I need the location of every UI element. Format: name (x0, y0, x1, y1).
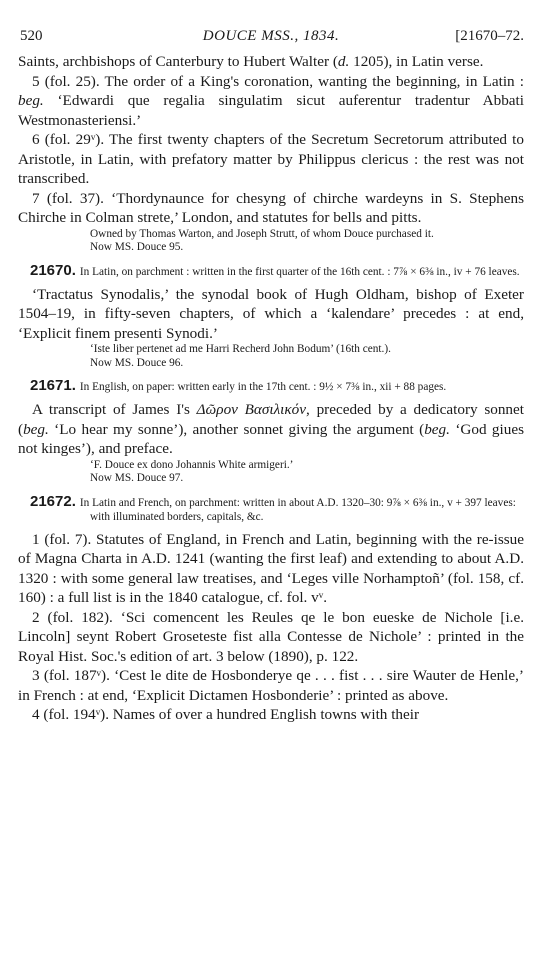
shelfmark-range: [21670–72. (455, 28, 524, 44)
entry-number: 21672. (30, 492, 76, 510)
provenance-note (90, 228, 524, 255)
entry-21670-notes (90, 343, 524, 370)
entry-description: In Latin and French, on parchment: written in about A.D. 1320–30: 9⅞ × 6⅜ in., v + 397 leaves: with illuminated borders, capitals, &c. (79, 496, 516, 523)
text-a: A transcript of James I's (32, 401, 197, 418)
entry-21672-item-4: 4 (fol. 194ᵛ). Names of over a hundred English towns with their (32, 706, 420, 723)
beg-abbr: beg. (23, 420, 49, 438)
note-inscription: ‘F. Douce ex dono Johannis White armigeri.’ (90, 458, 294, 471)
item-5 (18, 72, 524, 131)
text-d: ‘God giues not kinges’), and preface. (18, 420, 524, 457)
page-number: 520 (20, 28, 43, 44)
entry-21671-text (18, 400, 524, 459)
entry-description: In English, on paper: written early in the 17th cent. : 9½ × 7⅜ in., xii + 88 pages. (79, 381, 447, 393)
saints-end-text: 1205), in Latin verse. (349, 53, 484, 70)
note-owned: Owned by Thomas Warton, and Joseph Strutt, of whom Douce purchased it. (90, 227, 434, 240)
entry-number: 21670. (30, 261, 76, 279)
entry-description: In Latin, on parchment : written in the first quarter of the 16th cent. : 7⅞ × 6⅜ in., iv + 76 leaves. (79, 265, 520, 278)
entry-21671-header (18, 379, 524, 394)
item-7: 7 (fol. 37). ‘Thordynaunce for chesyng of chirche wardeyns in S. Stephens Chirche in Colman strete,’ London, and statutes for bells and pitts. (18, 189, 524, 226)
entry-21672-item-3: 3 (fol. 187ᵛ). ‘Cest le dite de Hosbonderye qe . . . fist . . . sire Wauter de Henle,’ in French : at end, ‘Explicit Dictamen Hosbonderie’ : printed as above. (18, 667, 524, 704)
entry-21671-notes (90, 459, 524, 486)
item-6: 6 (fol. 29ᵛ). The first twenty chapters of the Secretum Secretorum attributed to Aristotle, in Latin, with prefatory matter by Philippus clericus : the rest was not transcribed. (18, 131, 524, 187)
running-header (18, 28, 524, 52)
entry-number: 21671. (30, 377, 76, 394)
page (18, 28, 524, 725)
beg-abbr: beg. (18, 92, 44, 109)
entry-21672-item-2: 2 (fol. 182). ‘Sci comencent les Reules qe le bon eueske de Nichole [i.e. Lincoln] seynt Robert Groseteste fist alla Contesse de Nichole’ : printed in the Royal Hist. Soc.'s edition of art. 3 below (1890), p. 122. (18, 608, 524, 665)
running-title: DOUCE MSS., 1834. (202, 28, 340, 44)
greek-title: Δῶρον Βασιλικόν (196, 401, 307, 418)
entry-21670-header (18, 261, 524, 279)
text-c: ‘Lo hear my sonne’), another sonnet giving the argument ( (48, 420, 425, 438)
note-shelfmark: Now MS. Douce 95. (90, 241, 184, 253)
note-inscription: ‘Iste liber pertenet ad me Harri Recherd John Bodum’ (16th cent.). (90, 343, 391, 355)
entry-21672-item-1: 1 (fol. 7). Statutes of England, in French and Latin, beginning with the re-issue of Magna Charta in A.D. 1241 (wanting the first leaf) and extending to about A.D. 1320 : with some general law treatises, and ‘Leges ville Norhamptoñ’ (fol. 158, cf. 160) : a full list is in the 1840 catalogue, cf. fol. vᵛ. (18, 530, 524, 606)
entry-21670-text: ‘Tractatus Synodalis,’ the synodal book of Hugh Oldham, bishop of Exeter 1504–19, in fifty-seven chapters, of which a ‘kalendare’ precedes : at end, ‘Explicit finem presenti Synodi.’ (18, 285, 524, 342)
text-b: , preceded by a dedicatory sonnet ( (18, 401, 524, 438)
beg-abbr: beg. (424, 420, 450, 438)
note-shelfmark: Now MS. Douce 97. (90, 472, 184, 484)
entry-21672-header (18, 492, 524, 524)
continued-paragraph (18, 52, 524, 72)
died-abbr: d. (337, 53, 350, 70)
item-5-text: 5 (fol. 25). The order of a King's coronation, wanting the beginning, in Latin : (32, 72, 524, 90)
saints-text: Saints, archbishops of Canterbury to Hubert Walter ( (18, 53, 338, 70)
item-5-end: ‘Edwardi que regalia singulatim sicut auferentur tradentur Abbati Westmonasteriensi.’ (18, 92, 524, 129)
note-shelfmark: Now MS. Douce 96. (90, 356, 184, 369)
